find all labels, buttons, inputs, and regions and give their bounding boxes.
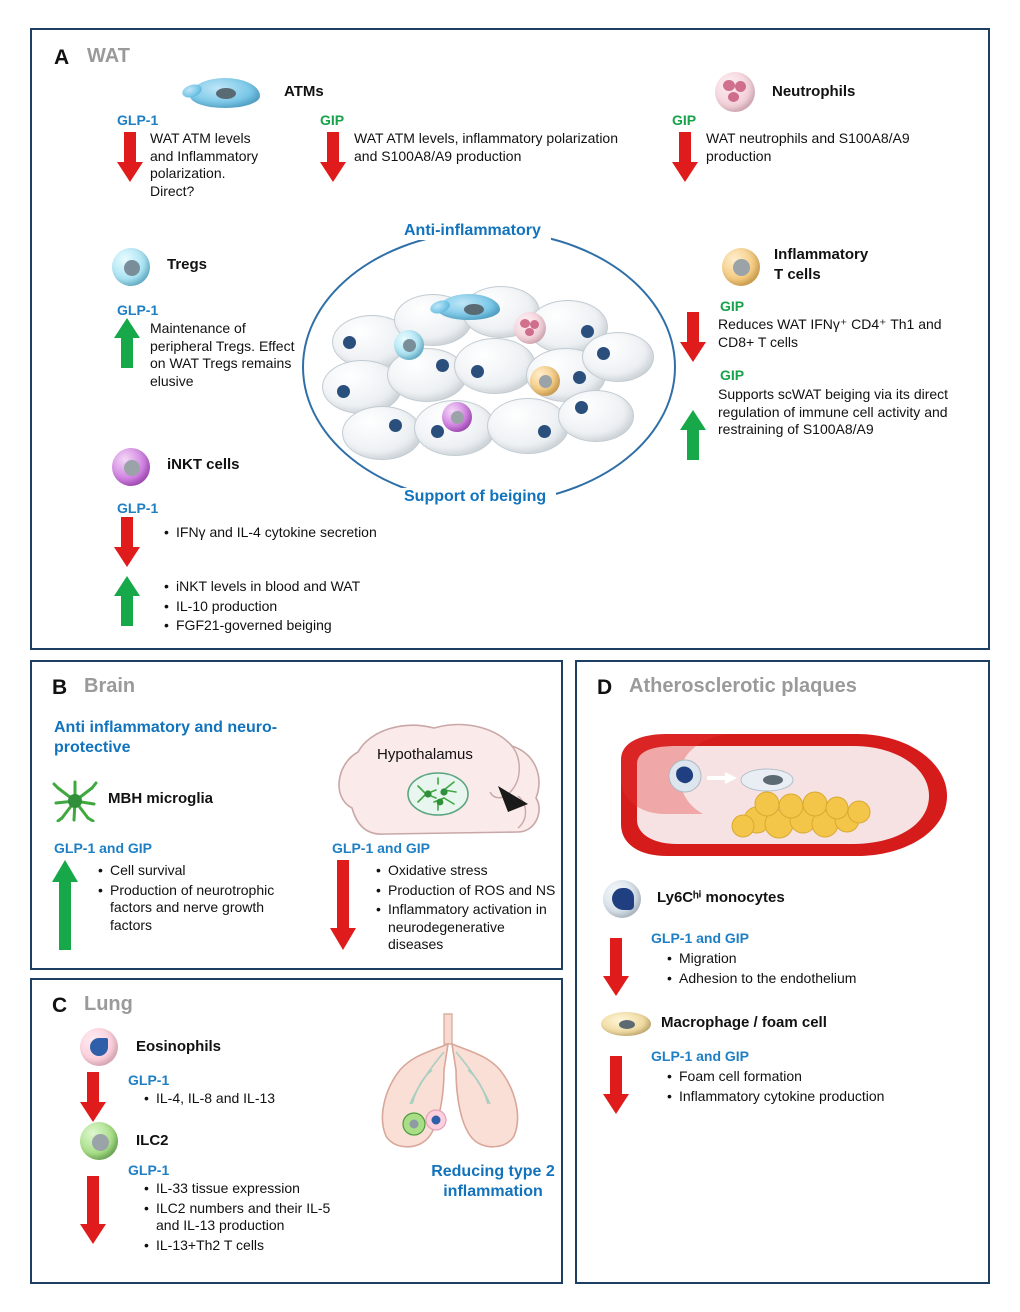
list-item: • IL-13+Th2 T cells — [156, 1237, 350, 1255]
lung-illustration — [352, 1008, 542, 1163]
ilc2-hormone: GLP-1 — [128, 1162, 170, 1178]
diagram-bottom-label: Support of beiging — [394, 488, 556, 506]
arrow-down-red-atms-right — [320, 132, 346, 184]
list-item: • IL-4, IL-8 and IL-13 — [156, 1090, 330, 1108]
macrophage-list — [663, 1068, 963, 1107]
brain-right-list — [372, 862, 562, 956]
atms-right-text: WAT ATM levels, inflammatory polarization and S100A8/A9 production — [354, 130, 619, 164]
atms-left-text: WAT ATM levels and Inflammatory polarization. Direct? — [150, 130, 259, 199]
foam-cell-icon — [601, 1012, 651, 1036]
brain-illustration — [322, 712, 554, 857]
eosinophils-label: Eosinophils — [136, 1038, 222, 1055]
arrow-up-green-tregs — [114, 318, 140, 370]
list-item: • Inflammatory activation in neurodegenerative diseases — [388, 901, 562, 954]
t-cell-icon-embedded — [530, 366, 560, 396]
monocytes-hormone: GLP-1 and GIP — [651, 930, 750, 946]
arrow-up-green-brain — [52, 860, 78, 952]
panel-b-title: Brain — [84, 675, 136, 697]
microglia-icon — [52, 780, 98, 827]
monocytes-list — [663, 950, 953, 989]
neutrophils-hormone: GIP — [672, 112, 697, 128]
brain-headline: Anti inflammatory and neuro-protective — [54, 719, 278, 756]
eosinophil-icon — [80, 1028, 118, 1066]
macrophage-foamcell-label: Macrophage / foam cell — [661, 1014, 827, 1031]
adipocyte — [342, 406, 422, 460]
brain-left-hormone: GLP-1 and GIP — [54, 840, 153, 856]
tregs-label: Tregs — [167, 256, 208, 273]
arrow-down-red-atms-left — [117, 132, 143, 184]
macrophage-icon — [190, 78, 260, 108]
inkt-hormone: GLP-1 — [117, 500, 159, 516]
list-item: • IL-10 production — [176, 598, 480, 616]
ilc2-icon — [80, 1122, 118, 1160]
brain-right-hormone: GLP-1 and GIP — [332, 840, 431, 856]
arrow-down-red-eosinophils — [80, 1072, 106, 1124]
neutrophil-icon — [715, 72, 755, 112]
panel-brain — [30, 660, 563, 970]
tregs-hormone: GLP-1 — [117, 302, 159, 318]
arrow-down-red-brain — [330, 860, 356, 952]
beiging-hormone: GIP — [720, 367, 745, 383]
adipocyte — [582, 332, 654, 382]
mbh-microglia-label: MBH microglia — [108, 790, 214, 807]
inflammatory-tcells-label-2: T cells — [774, 266, 821, 283]
list-item: • IFNγ and IL-4 cytokine secretion — [176, 524, 460, 542]
adipocyte — [558, 390, 634, 442]
tregs-text: Maintenance of peripheral Tregs. Effect on WAT Tregs remains elusive — [150, 320, 295, 389]
eosinophils-hormone: GLP-1 — [128, 1072, 170, 1088]
panel-wat — [30, 28, 990, 650]
monocytes-label: Ly6Cʰⁱ monocytes — [657, 889, 785, 906]
diagram-top-label: Anti-inflammatory — [394, 222, 551, 240]
list-item: • Foam cell formation — [679, 1068, 963, 1086]
adipocyte — [454, 338, 536, 394]
panel-d-title: Atherosclerotic plaques — [629, 675, 857, 697]
list-item: • FGF21-governed beiging — [176, 617, 480, 635]
macrophage-hormone: GLP-1 and GIP — [651, 1048, 750, 1064]
arrow-down-red-macrophage — [603, 1056, 629, 1116]
inkt-icon — [112, 448, 150, 486]
panel-d-letter: D — [597, 676, 613, 699]
beiging-text: Supports scWAT beiging via its direct regulation of immune cell activity and restraining of S100A8/A9 — [718, 386, 949, 437]
list-item: • Cell survival — [110, 862, 304, 880]
artery-illustration — [607, 724, 957, 879]
inkt-up-list — [160, 578, 480, 637]
inkt-label: iNKT cells — [167, 456, 240, 473]
treg-icon — [112, 248, 150, 286]
panel-a-letter: A — [54, 46, 70, 69]
t-cell-icon — [722, 248, 760, 286]
list-item: • Migration — [679, 950, 953, 968]
list-item: • ILC2 numbers and their IL-5 and IL-13 production — [156, 1200, 350, 1235]
treg-icon-embedded — [394, 330, 424, 360]
arrow-up-green-inkt — [114, 576, 140, 628]
eosinophils-list — [140, 1090, 330, 1110]
arrow-down-red-monocytes — [603, 938, 629, 998]
atms-label: ATMs — [284, 83, 324, 100]
lung-caption: Reducing type 2 inflammation — [431, 1163, 555, 1200]
panel-a-title: WAT — [87, 45, 130, 67]
arrow-down-red-neutrophils — [672, 132, 698, 184]
panel-lung — [30, 978, 563, 1284]
panel-b-letter: B — [52, 676, 68, 699]
inflammatory-tcells-text: Reduces WAT IFNγ⁺ CD4⁺ Th1 and CD8+ T cells — [718, 316, 942, 350]
inkt-down-list — [160, 524, 460, 544]
adipocyte — [487, 398, 569, 454]
adipose-tissue-diagram — [282, 220, 692, 510]
ilc2-list — [140, 1180, 350, 1256]
list-item: • Adhesion to the endothelium — [679, 970, 953, 988]
inkt-icon-embedded — [442, 402, 472, 432]
panel-c-title: Lung — [84, 993, 133, 1015]
list-item: • Production of neurotrophic factors and nerve growth factors — [110, 882, 304, 935]
panel-c-letter: C — [52, 994, 68, 1017]
list-item: • iNKT levels in blood and WAT — [176, 578, 480, 596]
arrow-down-red-inkt — [114, 517, 140, 569]
hypothalamus-label: Hypothalamus — [377, 746, 473, 763]
brain-left-list — [94, 862, 304, 936]
atms-left-hormone: GLP-1 — [117, 112, 159, 128]
neutrophils-text: WAT neutrophils and S100A8/A9 production — [706, 130, 910, 164]
macrophage-icon-embedded — [438, 294, 500, 320]
monocyte-icon — [603, 880, 641, 918]
inflammatory-tcells-label-1: Inflammatory — [774, 246, 869, 263]
neutrophil-icon-embedded — [514, 312, 546, 344]
panel-atherosclerotic-plaques — [575, 660, 990, 1284]
neutrophils-label: Neutrophils — [772, 83, 856, 100]
inflammatory-tcells-hormone: GIP — [720, 298, 745, 314]
arrow-down-red-ilc2 — [80, 1176, 106, 1246]
atms-right-hormone: GIP — [320, 112, 345, 128]
ilc2-label: ILC2 — [136, 1132, 169, 1149]
list-item: • Oxidative stress — [388, 862, 562, 880]
list-item: • Production of ROS and NS — [388, 882, 562, 900]
list-item: • Inflammatory cytokine production — [679, 1088, 963, 1106]
list-item: • IL-33 tissue expression — [156, 1180, 350, 1198]
